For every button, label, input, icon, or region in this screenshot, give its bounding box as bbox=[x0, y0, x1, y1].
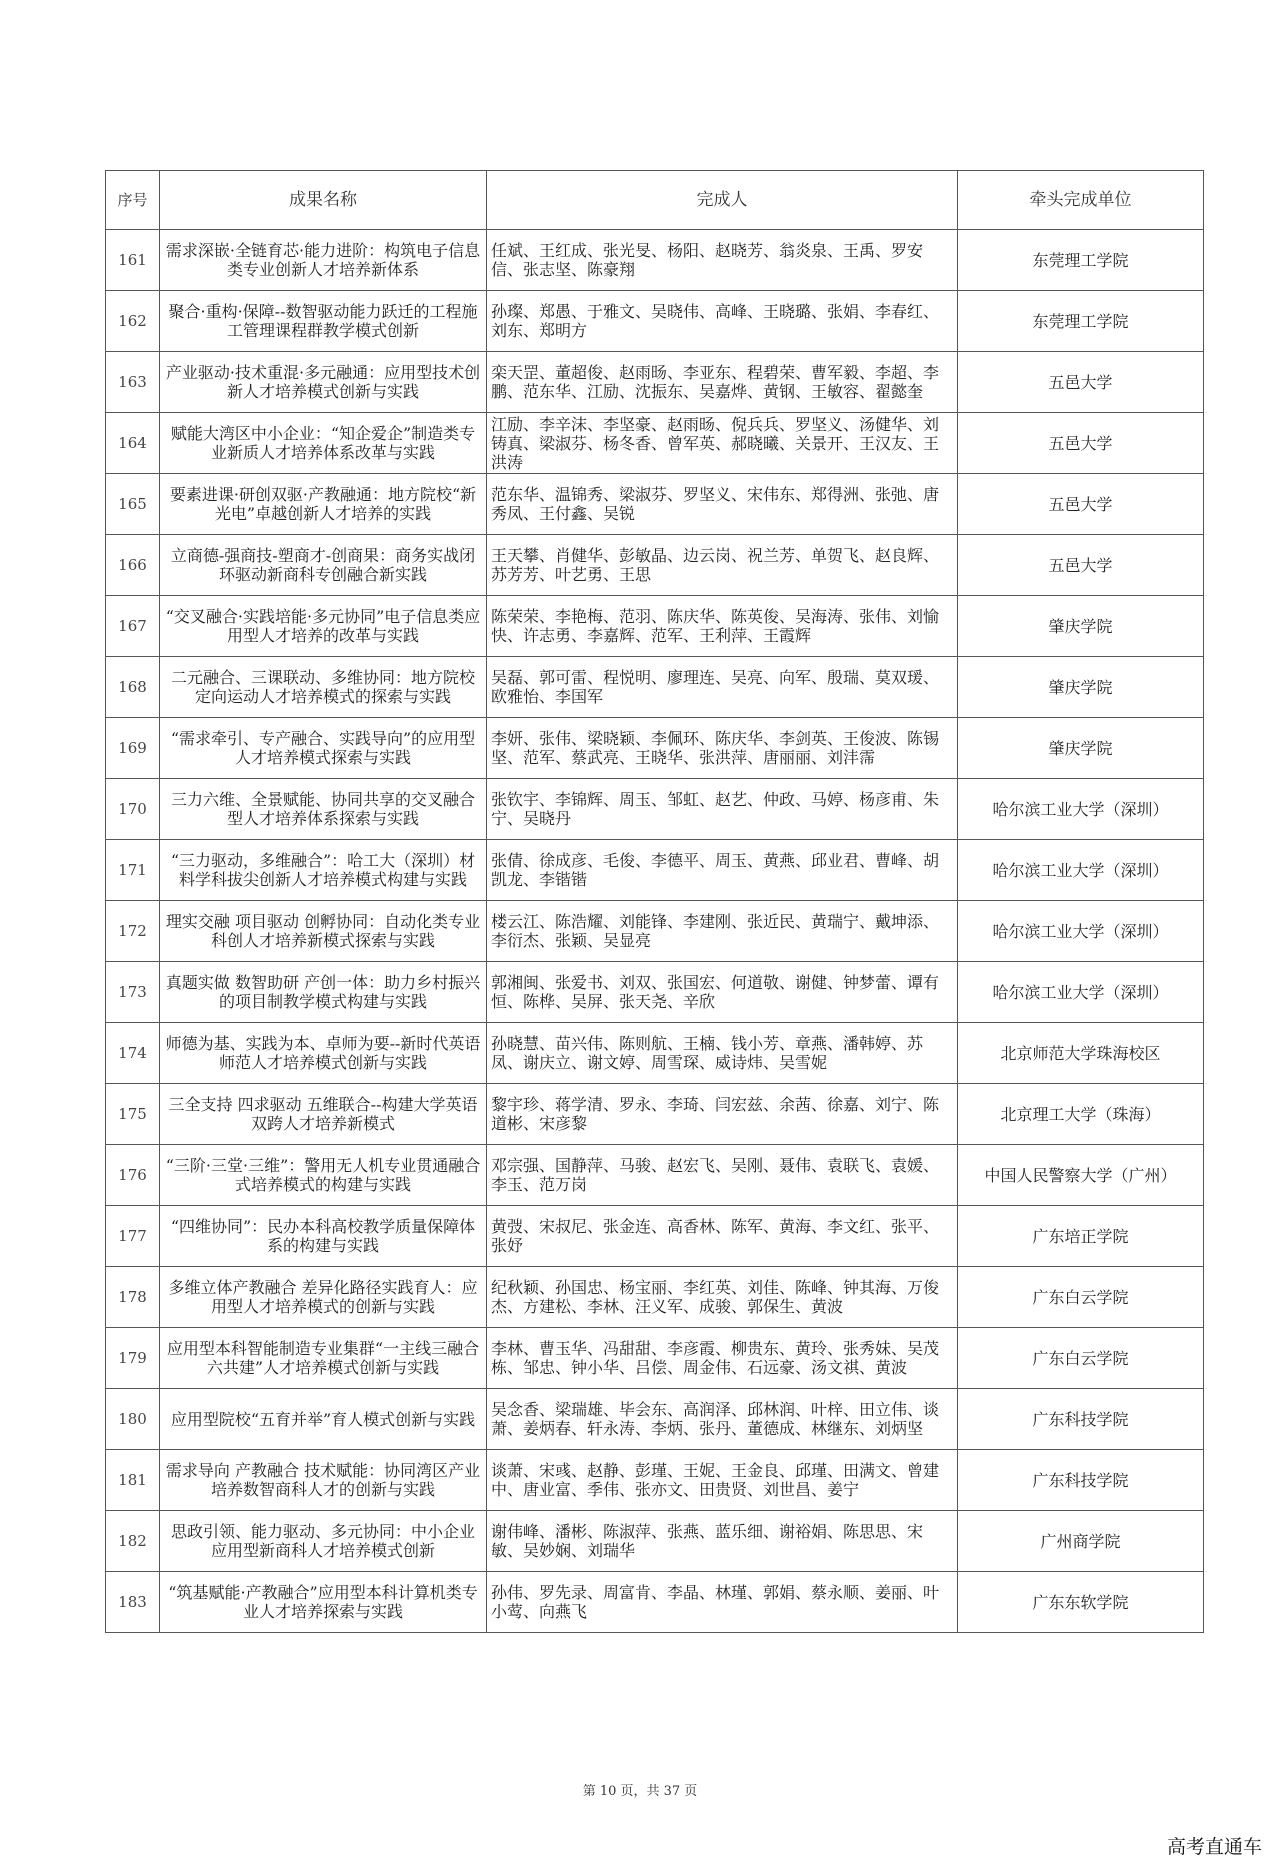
table-row bbox=[106, 596, 1204, 657]
table-row bbox=[106, 779, 1204, 840]
cell-title: 立商德-强商技-塑商才-创商果：商务实战闭环驱动新商科专创融合新实践 bbox=[160, 535, 487, 596]
table-row bbox=[106, 230, 1204, 291]
cell-people: 郭湘闽、张爱书、刘双、张国宏、何道敬、谢健、钟梦蕾、谭有恒、陈桦、吴屏、张天尧、辛欣 bbox=[487, 962, 958, 1023]
cell-title: 赋能大湾区中小企业：“知企爱企”制造类专业新质人才培养体系改革与实践 bbox=[160, 413, 487, 474]
cell-people: 范东华、温锦秀、梁淑芬、罗坚义、宋伟东、郑得洲、张弛、唐秀凤、王付鑫、吴锐 bbox=[487, 474, 958, 535]
cell-number: 177 bbox=[106, 1206, 160, 1267]
cell-number: 175 bbox=[106, 1084, 160, 1145]
table-row bbox=[106, 474, 1204, 535]
cell-title: 师德为基、实践为本、卓师为要--新时代英语师范人才培养模式创新与实践 bbox=[160, 1023, 487, 1084]
cell-unit: 东莞理工学院 bbox=[958, 230, 1204, 291]
cell-number: 170 bbox=[106, 779, 160, 840]
table-row bbox=[106, 1328, 1204, 1389]
cell-title: 聚合·重构·保障--数智驱动能力跃迁的工程施工管理课程群教学模式创新 bbox=[160, 291, 487, 352]
table-row bbox=[106, 657, 1204, 718]
cell-title: 二元融合、三课联动、多维协同：地方院校定向运动人才培养模式的探索与实践 bbox=[160, 657, 487, 718]
cell-unit: 北京师范大学珠海校区 bbox=[958, 1023, 1204, 1084]
cell-people: 孙璨、郑愚、于雅文、吴晓伟、高峰、王晓璐、张娟、李春红、刘东、郑明方 bbox=[487, 291, 958, 352]
table-row bbox=[106, 291, 1204, 352]
cell-unit: 五邑大学 bbox=[958, 474, 1204, 535]
cell-unit: 东莞理工学院 bbox=[958, 291, 1204, 352]
cell-people: 江励、李辛沫、李坚豪、赵雨旸、倪兵兵、罗坚义、汤健华、刘铸真、梁淑芬、杨冬香、曾军英、郝晓曦、关景开、王汉友、王洪涛 bbox=[487, 413, 958, 474]
cell-unit: 北京理工大学（珠海） bbox=[958, 1084, 1204, 1145]
table-row bbox=[106, 535, 1204, 596]
cell-unit: 肇庆学院 bbox=[958, 596, 1204, 657]
cell-title: 需求导向 产教融合 技术赋能：协同湾区产业培养数智商科人才的创新与实践 bbox=[160, 1450, 487, 1511]
cell-people: 孙伟、罗先录、周富肯、李晶、林瑾、郭娟、蔡永顺、姜丽、叶小莺、向燕飞 bbox=[487, 1572, 958, 1633]
cell-title: “三力驱动，多维融合”：哈工大（深圳）材料学科拔尖创新人才培养模式构建与实践 bbox=[160, 840, 487, 901]
cell-people: 纪秋颖、孙国忠、杨宝丽、李红英、刘佳、陈峰、钟其海、万俊杰、方建松、李林、汪义军、成骏、郭保生、黄波 bbox=[487, 1267, 958, 1328]
header-unit: 牵头完成单位 bbox=[958, 171, 1204, 230]
cell-number: 172 bbox=[106, 901, 160, 962]
cell-people: 谈萧、宋彧、赵静、彭瑾、王妮、王金良、邱瑾、田满文、曾建中、唐业富、季伟、张亦文、田贵贤、刘世昌、姜宁 bbox=[487, 1450, 958, 1511]
cell-title: 要素进课·研创双驱·产教融通：地方院校“新光电”卓越创新人才培养的实践 bbox=[160, 474, 487, 535]
cell-people: 李妍、张伟、梁晓颖、李佩环、陈庆华、李剑英、王俊波、陈锡坚、范军、蔡武亮、王晓华、张洪萍、唐丽丽、刘沣霈 bbox=[487, 718, 958, 779]
cell-number: 176 bbox=[106, 1145, 160, 1206]
cell-unit: 肇庆学院 bbox=[958, 657, 1204, 718]
cell-unit: 广东培正学院 bbox=[958, 1206, 1204, 1267]
cell-unit: 哈尔滨工业大学（深圳） bbox=[958, 962, 1204, 1023]
cell-number: 164 bbox=[106, 413, 160, 474]
cell-title: 多维立体产教融合 差异化路径实践育人：应用型人才培养模式的创新与实践 bbox=[160, 1267, 487, 1328]
cell-unit: 广东科技学院 bbox=[958, 1389, 1204, 1450]
table-row bbox=[106, 352, 1204, 413]
header-people: 完成人 bbox=[487, 171, 958, 230]
cell-unit: 哈尔滨工业大学（深圳） bbox=[958, 840, 1204, 901]
cell-people: 王天攀、肖健华、彭敏晶、边云岗、祝兰芳、单贺飞、赵良辉、苏芳芳、叶艺勇、王思 bbox=[487, 535, 958, 596]
cell-title: 真题实做 数智助研 产创一体：助力乡村振兴的项目制教学模式构建与实践 bbox=[160, 962, 487, 1023]
cell-number: 171 bbox=[106, 840, 160, 901]
cell-number: 161 bbox=[106, 230, 160, 291]
table-row bbox=[106, 962, 1204, 1023]
cell-title: 应用型院校“五育并举”育人模式创新与实践 bbox=[160, 1389, 487, 1450]
cell-number: 179 bbox=[106, 1328, 160, 1389]
cell-people: 黄弢、宋叔尼、张金连、高香林、陈军、黄海、李文红、张平、张妤 bbox=[487, 1206, 958, 1267]
cell-title: 三力六维、全景赋能、协同共享的交叉融合型人才培养体系探索与实践 bbox=[160, 779, 487, 840]
cell-number: 178 bbox=[106, 1267, 160, 1328]
cell-number: 183 bbox=[106, 1572, 160, 1633]
watermark: 高考直通车 bbox=[1166, 1836, 1262, 1858]
cell-people: 陈荣荣、李艳梅、范羽、陈庆华、陈英俊、吴海涛、张伟、刘愉快、许志勇、李嘉辉、范军、王利萍、王霞辉 bbox=[487, 596, 958, 657]
cell-title: 应用型本科智能制造专业集群“一主线三融合六共建”人才培养模式创新与实践 bbox=[160, 1328, 487, 1389]
cell-number: 167 bbox=[106, 596, 160, 657]
cell-title: “筑基赋能·产教融合”应用型本科计算机类专业人才培养探索与实践 bbox=[160, 1572, 487, 1633]
table-row bbox=[106, 1450, 1204, 1511]
cell-title: 思政引领、能力驱动、多元协同：中小企业应用型新商科人才培养模式创新 bbox=[160, 1511, 487, 1572]
cell-number: 165 bbox=[106, 474, 160, 535]
cell-people: 任斌、王红成、张光旻、杨阳、赵晓芳、翁炎泉、王禹、罗安信、张志坚、陈豪翔 bbox=[487, 230, 958, 291]
cell-people: 吴磊、郭可雷、程悦明、廖理连、吴亮、向军、殷瑞、莫双瑗、欧雅怡、李国军 bbox=[487, 657, 958, 718]
cell-number: 173 bbox=[106, 962, 160, 1023]
table-row bbox=[106, 1511, 1204, 1572]
table-row bbox=[106, 718, 1204, 779]
cell-unit: 哈尔滨工业大学（深圳） bbox=[958, 901, 1204, 962]
cell-unit: 广东白云学院 bbox=[958, 1328, 1204, 1389]
cell-title: “交叉融合·实践培能·多元协同”电子信息类应用型人才培养的改革与实践 bbox=[160, 596, 487, 657]
cell-number: 169 bbox=[106, 718, 160, 779]
table-row bbox=[106, 1145, 1204, 1206]
cell-title: “四维协同”：民办本科高校教学质量保障体系的构建与实践 bbox=[160, 1206, 487, 1267]
cell-people: 邓宗强、国静萍、马骏、赵宏飞、吴刚、聂伟、袁联飞、袁媛、李玉、范万岗 bbox=[487, 1145, 958, 1206]
cell-unit: 广州商学院 bbox=[958, 1511, 1204, 1572]
cell-people: 黎宇珍、蒋学清、罗永、李琦、闫宏兹、余茜、徐嘉、刘宁、陈道彬、宋彦黎 bbox=[487, 1084, 958, 1145]
cell-unit: 广东白云学院 bbox=[958, 1267, 1204, 1328]
cell-number: 163 bbox=[106, 352, 160, 413]
cell-unit: 肇庆学院 bbox=[958, 718, 1204, 779]
cell-number: 182 bbox=[106, 1511, 160, 1572]
cell-people: 孙晓慧、苗兴伟、陈则航、王楠、钱小芳、章燕、潘韩婷、苏凤、谢庆立、谢文婷、周雪琛、威诗炜、吴雪妮 bbox=[487, 1023, 958, 1084]
cell-unit: 五邑大学 bbox=[958, 535, 1204, 596]
cell-people: 谢伟峰、潘彬、陈淑萍、张燕、蓝乐细、谢裕娟、陈思思、宋敏、吴妙娴、刘瑞华 bbox=[487, 1511, 958, 1572]
cell-number: 168 bbox=[106, 657, 160, 718]
cell-number: 174 bbox=[106, 1023, 160, 1084]
cell-people: 张倩、徐成彦、毛俊、李德平、周玉、黄燕、邱业君、曹峰、胡凯龙、李锴锴 bbox=[487, 840, 958, 901]
cell-title: 理实交融 项目驱动 创孵协同：自动化类专业科创人才培养新模式探索与实践 bbox=[160, 901, 487, 962]
table-row bbox=[106, 1206, 1204, 1267]
cell-people: 楼云江、陈浩耀、刘能锋、李建刚、张近民、黄瑞宁、戴坤添、李衍杰、张颖、吴显亮 bbox=[487, 901, 958, 962]
table-row bbox=[106, 1023, 1204, 1084]
cell-title: “需求牵引、专产融合、实践导向”的应用型人才培养模式探索与实践 bbox=[160, 718, 487, 779]
cell-unit: 广东东软学院 bbox=[958, 1572, 1204, 1633]
cell-people: 张钦宇、李锦辉、周玉、邹虹、赵艺、仲政、马婷、杨彦甫、朱宁、吴晓丹 bbox=[487, 779, 958, 840]
cell-unit: 中国人民警察大学（广州） bbox=[958, 1145, 1204, 1206]
cell-unit: 广东科技学院 bbox=[958, 1450, 1204, 1511]
header-number: 序号 bbox=[106, 171, 160, 230]
header-title: 成果名称 bbox=[160, 171, 487, 230]
table-row bbox=[106, 901, 1204, 962]
table-body bbox=[106, 230, 1204, 1633]
cell-title: 产业驱动·技术重混·多元融通：应用型技术创新人才培养模式创新与实践 bbox=[160, 352, 487, 413]
cell-number: 166 bbox=[106, 535, 160, 596]
cell-title: “三阶·三堂·三维”：警用无人机专业贯通融合式培养模式的构建与实践 bbox=[160, 1145, 487, 1206]
table-row bbox=[106, 1389, 1204, 1450]
cell-people: 李林、曹玉华、冯甜甜、李彦霞、柳贵东、黄玲、张秀妹、吴茂栋、邹忠、钟小华、吕偿、周金伟、石远豪、汤文祺、黄波 bbox=[487, 1328, 958, 1389]
awards-table bbox=[105, 170, 1204, 1633]
table-row bbox=[106, 1267, 1204, 1328]
table-header-row bbox=[106, 171, 1204, 230]
cell-unit: 五邑大学 bbox=[958, 352, 1204, 413]
cell-number: 180 bbox=[106, 1389, 160, 1450]
cell-number: 181 bbox=[106, 1450, 160, 1511]
cell-number: 162 bbox=[106, 291, 160, 352]
cell-title: 需求深嵌·全链育芯·能力进阶：构筑电子信息类专业创新人才培养新体系 bbox=[160, 230, 487, 291]
table-row bbox=[106, 1572, 1204, 1633]
cell-title: 三全支持 四求驱动 五维联合--构建大学英语双跨人才培养新模式 bbox=[160, 1084, 487, 1145]
table-row bbox=[106, 413, 1204, 474]
cell-people: 吴念香、梁瑞雄、毕会东、高润泽、邱林润、叶梓、田立伟、谈萧、姜炳春、轩永涛、李炳、张丹、董德成、林继东、刘炳坚 bbox=[487, 1389, 958, 1450]
cell-unit: 五邑大学 bbox=[958, 413, 1204, 474]
table-row bbox=[106, 840, 1204, 901]
table-row bbox=[106, 1084, 1204, 1145]
cell-unit: 哈尔滨工业大学（深圳） bbox=[958, 779, 1204, 840]
cell-people: 栾天罡、董超俊、赵雨旸、李亚东、程碧荣、曹军毅、李超、李鹏、范东华、江励、沈振东、吴嘉烨、黄钢、王敏容、翟懿奎 bbox=[487, 352, 958, 413]
page-footer: 第 10 页，共 37 页 bbox=[582, 1784, 698, 1799]
